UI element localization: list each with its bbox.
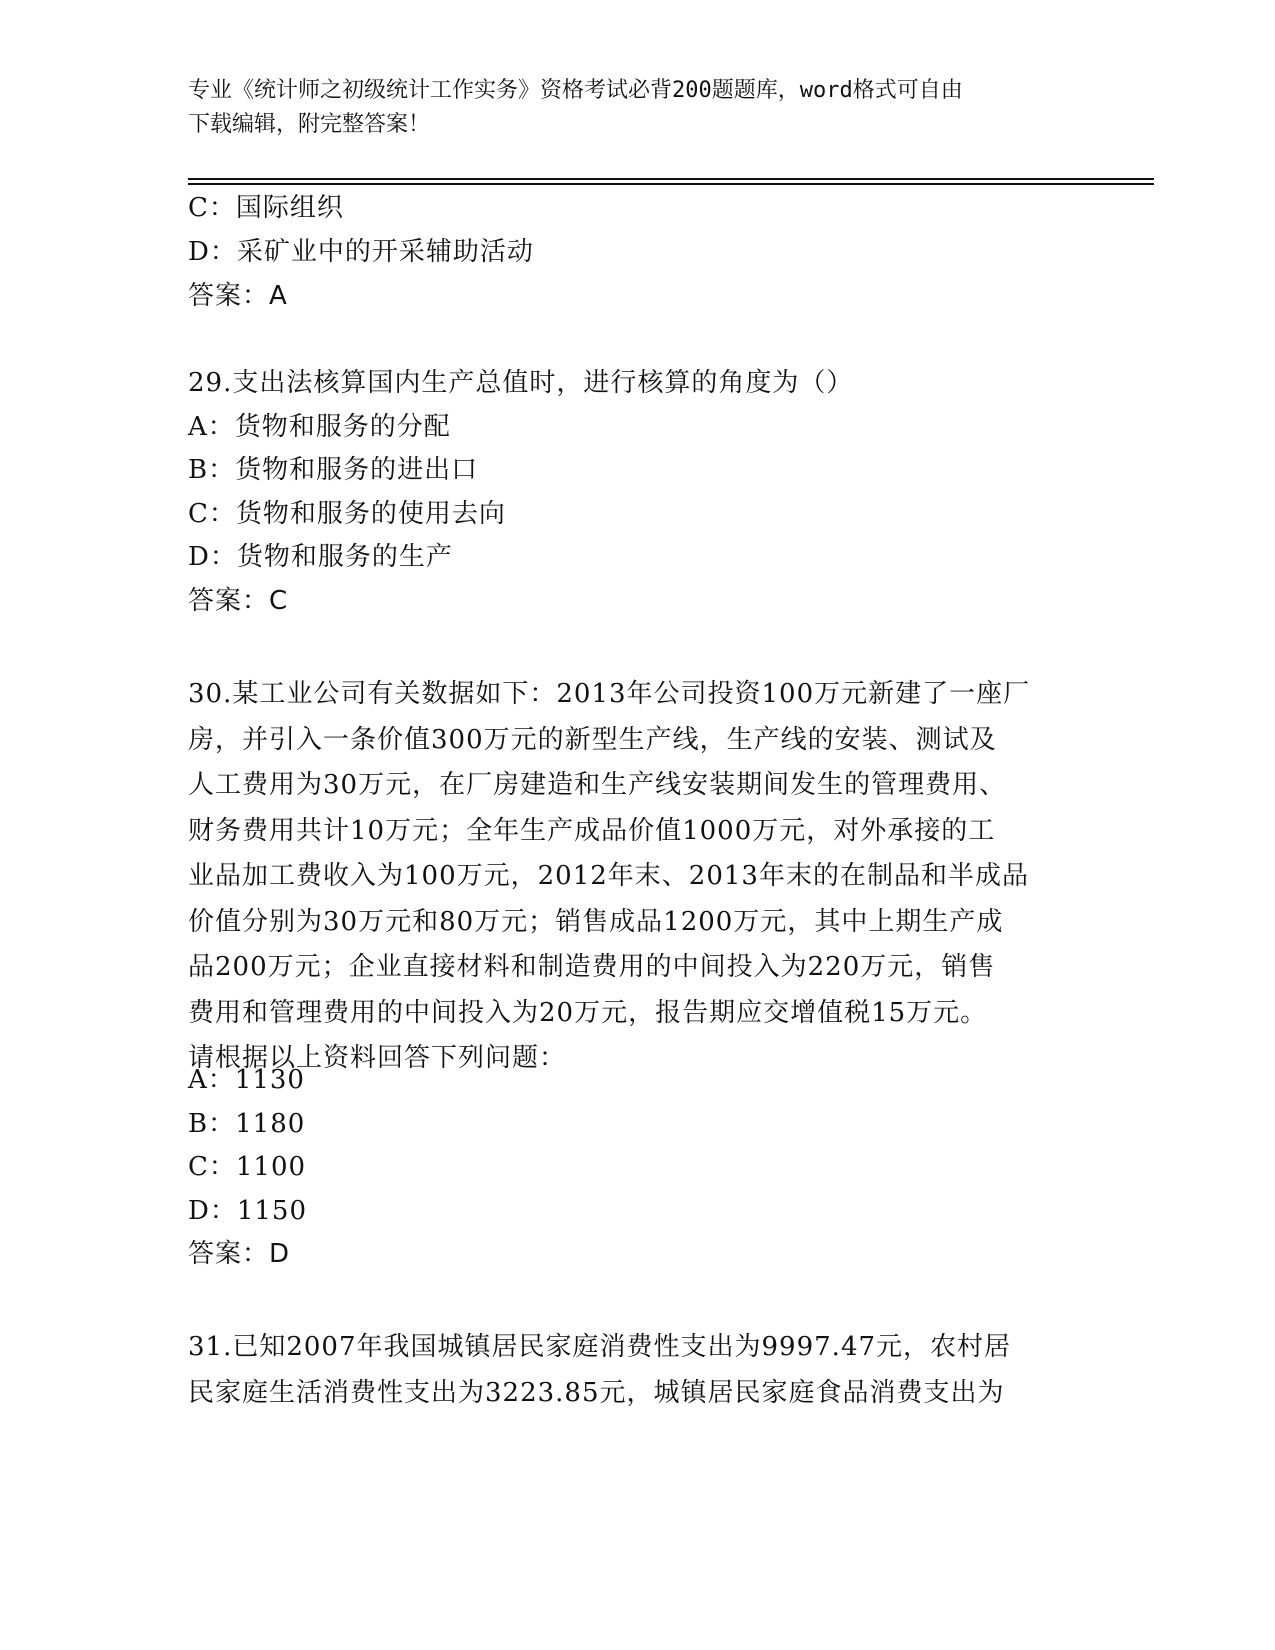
header-rule-bottom <box>188 183 1154 185</box>
prev-option-d: D：采矿业中的开采辅助活动 <box>188 237 534 267</box>
header-rule-top <box>188 178 1154 180</box>
q29-option-b: B：货物和服务的进出口 <box>188 455 479 485</box>
q30-stem-line: 业品加工费收入为100万元，2012年末、2013年末的在制品和半成品 <box>188 861 1029 891</box>
document-header <box>188 74 1068 142</box>
q31-stem <box>188 1325 1088 1416</box>
q30-stem-line: 品200万元；企业直接材料和制造费用的中间投入为220万元，销售 <box>188 952 996 982</box>
header-line-2: 下载编辑，附完整答案！ <box>188 112 431 137</box>
q30-stem <box>188 672 1088 1082</box>
q29-option-d: D：货物和服务的生产 <box>188 542 453 572</box>
q30-option-a: A：1130 <box>188 1065 305 1095</box>
q29-option-a: A：货物和服务的分配 <box>188 412 451 442</box>
q31-stem-line: 民家庭生活消费性支出为3223.85元，城镇居民家庭食品消费支出为 <box>188 1377 1005 1408</box>
prev-option-c: C：国际组织 <box>188 193 344 223</box>
q30-option-b: B：1180 <box>188 1109 306 1139</box>
q30-stem-line: 财务费用共计10万元；全年生产成品价值1000万元，对外承接的工 <box>188 815 996 846</box>
q30-option-c: C：1100 <box>188 1152 307 1182</box>
q29-option-c: C：货物和服务的使用去向 <box>188 499 506 529</box>
q30-stem-line: 请根据以上资料回答下列问题： <box>188 1043 567 1073</box>
prev-answer: 答案：A <box>188 281 288 311</box>
q30-stem-line: 30.某工业公司有关数据如下：2013年公司投资100万元新建了一座厂 <box>188 679 1031 709</box>
q30-stem-line: 房，并引入一条价值300万元的新型生产线，生产线的安装、测试及 <box>188 724 997 755</box>
q30-answer: 答案：D <box>188 1239 291 1269</box>
header-line-1: 专业《统计师之初级统计工作实务》资格考试必背200题题库，word格式可自由 <box>188 78 963 103</box>
q30-stem-line: 人工费用为30万元，在厂房建造和生产线安装期间发生的管理费用、 <box>188 770 1007 800</box>
q30-stem-line: 价值分别为30万元和80万元；销售成品1200万元，其中上期生产成 <box>188 906 1004 937</box>
q29-stem: 29.支出法核算国内生产总值时，进行核算的角度为（） <box>188 368 854 398</box>
q30-stem-line: 费用和管理费用的中间投入为20万元，报告期应交增值税15万元。 <box>188 997 988 1028</box>
q30-option-d: D：1150 <box>188 1196 308 1226</box>
q29-answer: 答案：C <box>188 586 289 616</box>
q31-stem-line: 31.已知2007年我国城镇居民家庭消费性支出为9997.47元，农村居 <box>188 1332 1012 1362</box>
